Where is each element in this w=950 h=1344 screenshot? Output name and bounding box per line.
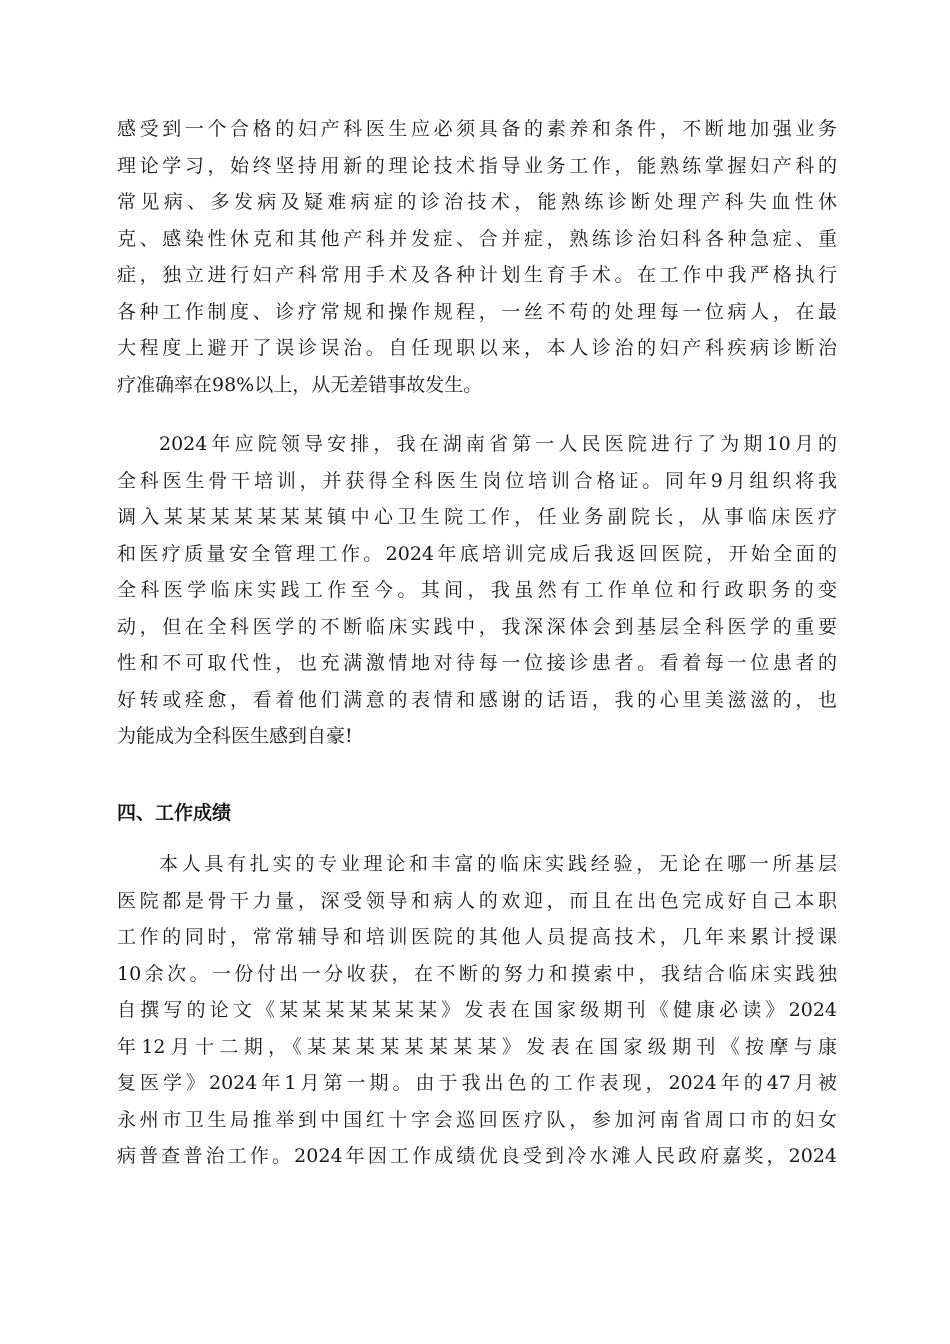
text-line: 感受到一个合格的妇产科医生应必须具备的素养和条件，不断地加强业务 <box>117 118 837 140</box>
paragraph-competence <box>117 111 837 403</box>
paragraph-achievements <box>117 846 837 1175</box>
text-line: 2024年应院领导安排，我在湖南省第一人民医院进行了为期10月的 <box>159 433 837 455</box>
text-line: 永州市卫生局推举到中国红十字会巡回医疗队，参加河南省周口市的妇女 <box>117 1108 837 1131</box>
text-line: 医院都是骨干力量，深受领导和病人的欢迎，而且在出色完成好自己本职 <box>117 889 837 912</box>
text-line: 自撰写的论文《某某某某某某某》发表在国家级期刊《健康必读》2024 <box>117 999 837 1021</box>
text-line: 全科医生骨干培训，并获得全科医生岗位培训合格证。同年9月组织将我 <box>117 469 837 492</box>
text-line: 为能成为全科医生感到自豪! <box>117 725 353 747</box>
text-line: 大程度上避开了误诊误治。自任现职以来，本人诊治的妇产科疾病诊断治 <box>117 337 837 359</box>
text-line: 和医疗质量安全管理工作。2024年底培训完成后我返回医院，开始全面的 <box>117 542 837 565</box>
text-line: 疗准确率在98%以上，从无差错事故发生。 <box>117 373 483 396</box>
section-heading: 四、工作成绩 <box>117 802 232 824</box>
text-line: 症，独立进行妇产科常用手术及各种计划生育手术。在工作中我严格执行 <box>117 264 837 286</box>
text-line: 本人具有扎实的专业理论和丰富的临床实践经验，无论在哪一所基层 <box>159 853 837 875</box>
text-line: 复医学》2024年1月第一期。由于我出色的工作表现，2024年的47月被 <box>117 1072 837 1094</box>
text-line: 各种工作制度、诊疗常规和操作规程，一丝不苟的处理每一位病人，在最 <box>117 300 837 323</box>
paragraph-training <box>117 426 837 755</box>
text-line: 理论学习，始终坚持用新的理论技术指导业务工作，能熟练掌握妇产科的 <box>117 154 837 177</box>
text-line: 动，但在全科医学的不断临床实践中，我深深体会到基层全科医学的重要 <box>117 615 837 638</box>
text-line: 病普查普治工作。2024年因工作成绩优良受到冷水滩人民政府嘉奖，2024 <box>117 1145 837 1167</box>
text-line: 工作的同时，常常辅导和培训医院的其他人员提高技术，几年来累计授课 <box>117 926 837 948</box>
text-line: 全科医学临床实践工作至今。其间，我虽然有工作单位和行政职务的变 <box>117 579 837 601</box>
text-line: 常见病、多发病及疑难病症的诊治技术，能熟练诊断处理产科失血性休 <box>117 191 837 213</box>
text-line: 年12月十二期，《某某某某某某某某》发表在国家级期刊《按摩与康 <box>117 1035 837 1058</box>
text-line: 克、感染性休克和其他产科并发症、合并症，熟练诊治妇科各种急症、重 <box>117 227 837 250</box>
text-line: 好转或痊愈，看着他们满意的表情和感谢的话语，我的心里美滋滋的，也 <box>117 688 837 711</box>
text-line: 10余次。一份付出一分收获，在不断的努力和摸索中，我结合临床实践独 <box>117 962 837 985</box>
text-line: 性和不可取代性，也充满激情地对待每一位接诊患者。看着每一位患者的 <box>117 652 837 674</box>
text-line: 调入某某某某某某某镇中心卫生院工作，任业务副院长，从事临床医疗 <box>117 506 837 528</box>
